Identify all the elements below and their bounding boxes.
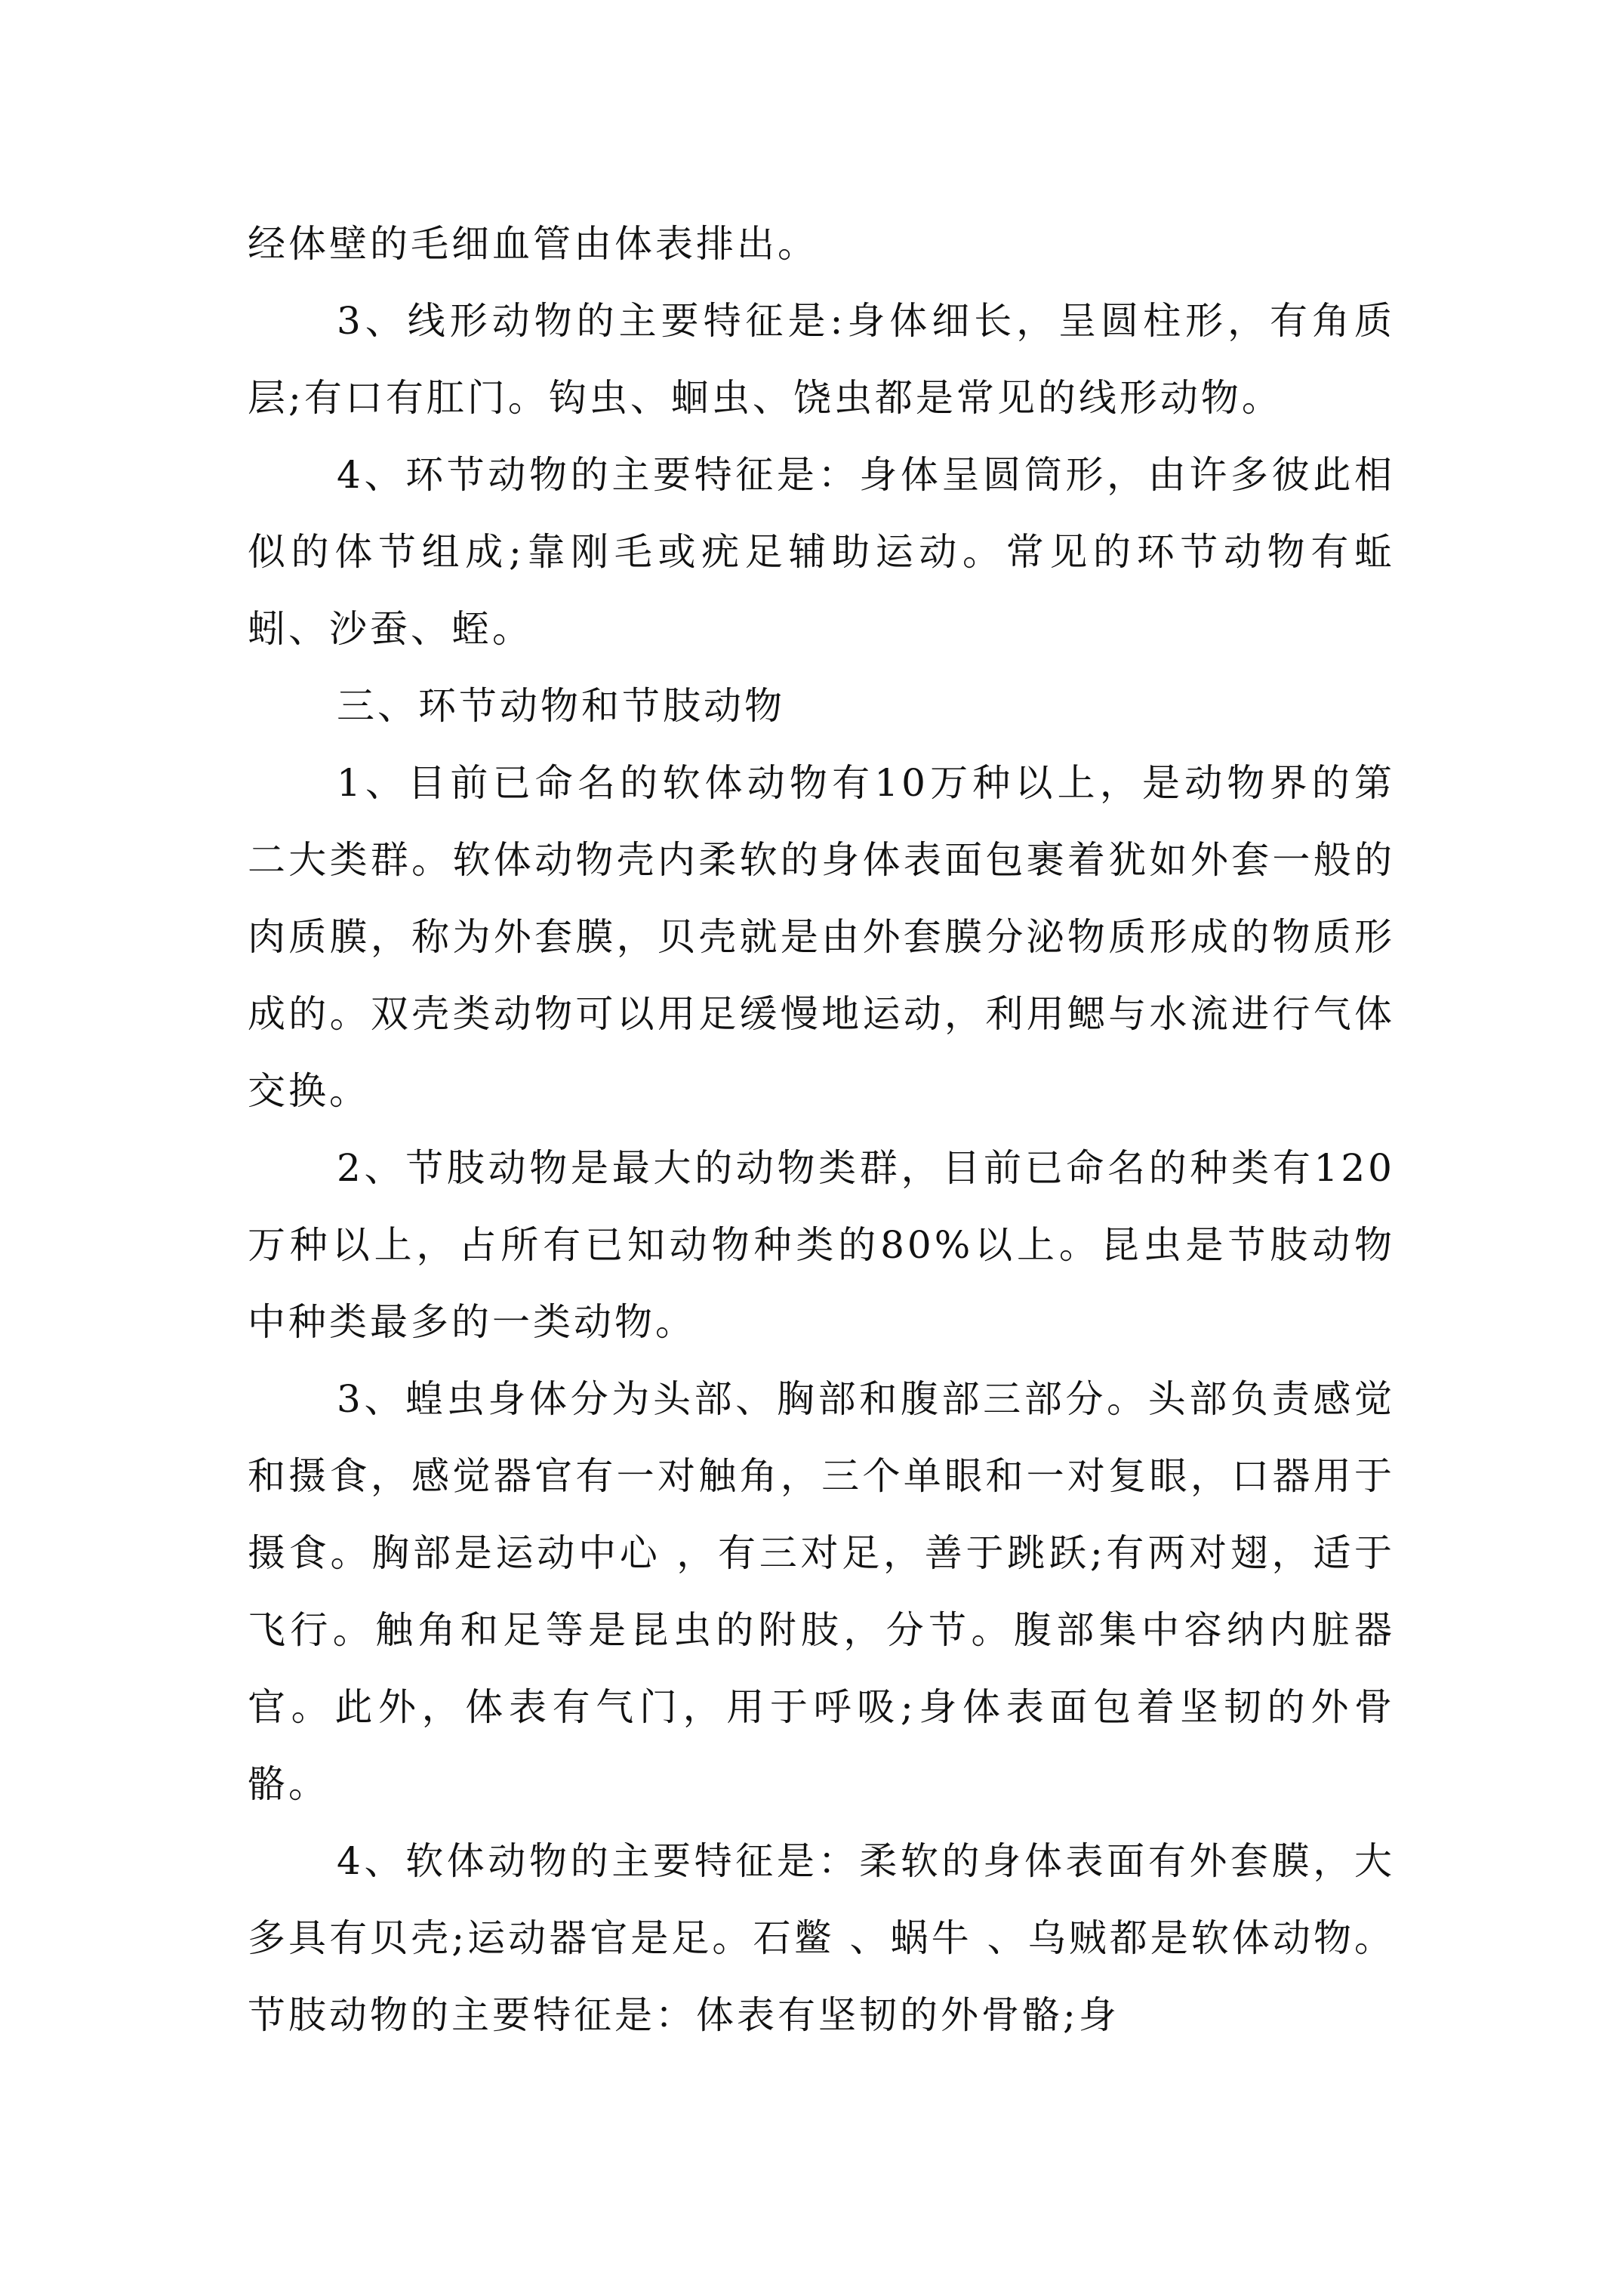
paragraph-mollusc-count: 1、目前已命名的软体动物有10万种以上，是动物界的第二大类群。软体动物壳内柔软的身体表面包裹着犹如外套一般的肉质膜，称为外套膜，贝壳就是由外套膜分泌物质形成的物质形成的。双壳类动物可以用足缓慢地运动，利用鳃与水流进行气体交换。 [248,761,1395,1113]
paragraph-locust-body: 3、蝗虫身体分为头部、胸部和腹部三部分。头部负责感觉和摄食，感觉器官有一对触角，三个单眼和一对复眼，口器用于摄食。胸部是运动中心 ，有三对足，善于跳跃;有两对翅，适于飞行。触角和足等是昆虫的附肢，分节。腹部集中容纳内脏器官。此外，体表有气门，用于呼吸;身体表面包着坚韧的外骨骼。 [248,1377,1395,1806]
paragraph-arthropod-count: 2、节肢动物是最大的动物类群，目前已命名的种类有120万种以上，占所有已知动物种类的80%以上。昆虫是节肢动物中种类最多的一类动物。 [248,1146,1395,1344]
paragraph-annelid-features: 4、环节动物的主要特征是：身体呈圆筒形，由许多彼此相似的体节组成;靠刚毛或疣足辅助运动。常见的环节动物有蚯蚓、沙蚕、蛭。 [248,453,1395,651]
body-text [248,205,1395,2054]
section-heading: 三、环节动物和节肢动物 [337,684,785,728]
paragraph-continuation: 经体壁的毛细血管由体表排出。 [248,222,818,266]
paragraph-mollusc-arthropod-features: 4、软体动物的主要特征是：柔软的身体表面有外套膜，大多具有贝壳;运动器官是足。石鳖 、蜗牛 、乌贼都是软体动物。节肢动物的主要特征是：体表有坚韧的外骨骼;身 [248,1839,1395,2037]
paragraph-nematode-features: 3、线形动物的主要特征是:身体细长，呈圆柱形，有角质层;有口有肛门。钩虫、蛔虫、饶虫都是常见的线形动物。 [248,299,1395,420]
